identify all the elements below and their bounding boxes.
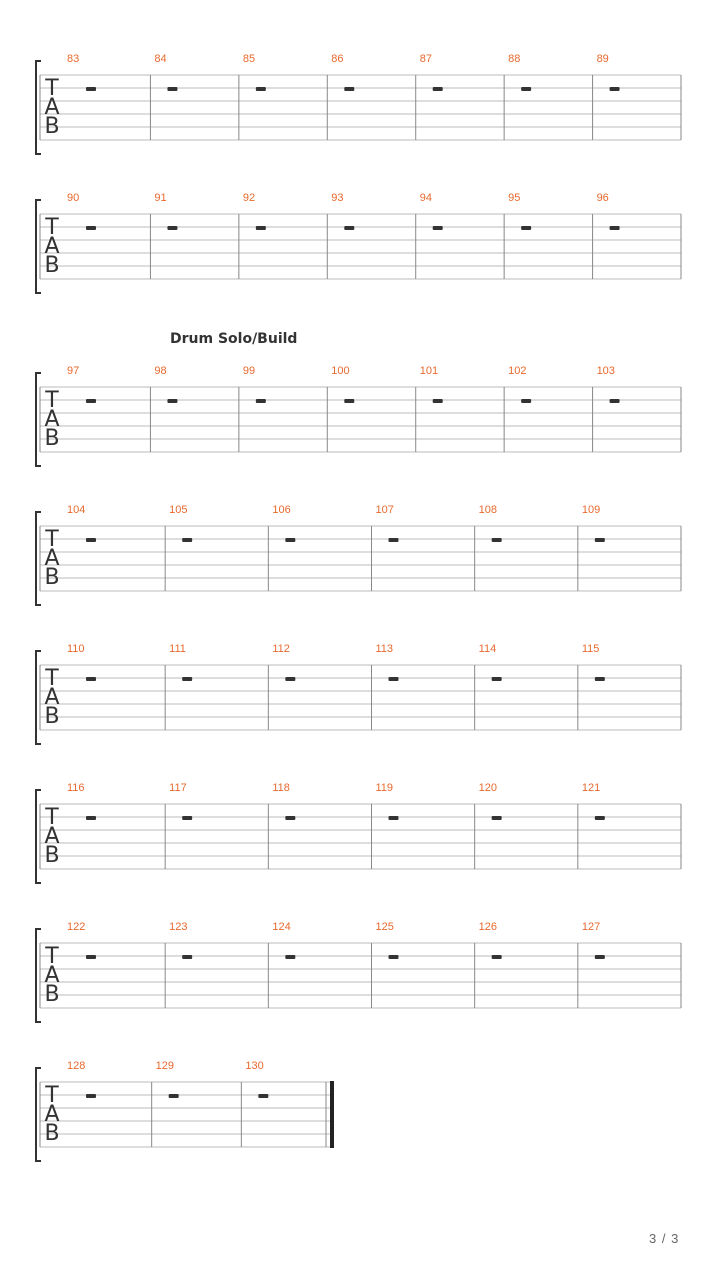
tab-clef-letter: T — [45, 527, 59, 552]
measure-number: 84 — [154, 53, 167, 65]
measure-number: 112 — [272, 643, 290, 655]
measure-number: 122 — [67, 921, 86, 933]
whole-rest-icon — [86, 87, 96, 91]
whole-rest-icon — [86, 955, 96, 959]
whole-rest-icon — [86, 1094, 96, 1098]
measure-number: 115 — [581, 643, 600, 655]
measure-number: 119 — [375, 782, 394, 794]
tab-clef-letter: B — [44, 426, 60, 451]
whole-rest-icon — [182, 955, 192, 959]
measure-number: 124 — [272, 921, 291, 933]
whole-rest-icon — [182, 816, 192, 820]
measure-number: 116 — [67, 782, 85, 794]
whole-rest-icon — [521, 87, 531, 91]
whole-rest-icon — [492, 816, 502, 820]
whole-rest-icon — [433, 87, 443, 91]
measure-number: 83 — [67, 53, 80, 65]
whole-rest-icon — [492, 538, 502, 542]
measure-number: 118 — [272, 782, 290, 794]
whole-rest-icon — [256, 399, 266, 403]
measure-number: 88 — [508, 53, 521, 65]
whole-rest-icon — [610, 399, 620, 403]
whole-rest-icon — [344, 226, 354, 230]
measure-number: 113 — [375, 643, 394, 655]
whole-rest-icon — [492, 677, 502, 681]
measure-number: 130 — [245, 1060, 264, 1072]
whole-rest-icon — [389, 538, 399, 542]
whole-rest-icon — [389, 955, 399, 959]
measure-number: 91 — [154, 192, 167, 204]
tab-clef-letter: T — [45, 666, 59, 691]
measure-number: 94 — [419, 192, 432, 204]
tab-clef-letter: A — [44, 407, 60, 432]
measure-number: 104 — [67, 504, 86, 516]
tab-clef-letter: T — [45, 944, 59, 969]
measure-number: 125 — [375, 921, 394, 933]
tab-clef-letter: A — [44, 1102, 60, 1127]
whole-rest-icon — [258, 1094, 268, 1098]
whole-rest-icon — [595, 538, 605, 542]
measure-number: 86 — [331, 53, 344, 65]
tab-clef-letter: B — [44, 1121, 60, 1146]
tab-clef-letter: T — [45, 1083, 59, 1108]
measure-number: 105 — [169, 504, 188, 516]
measure-number: 114 — [478, 643, 497, 655]
tab-clef-letter: B — [44, 565, 60, 590]
tab-clef-letter: B — [44, 114, 60, 139]
tab-clef-letter: T — [45, 76, 59, 101]
measure-number: 123 — [169, 921, 188, 933]
whole-rest-icon — [521, 399, 531, 403]
measure-number: 99 — [242, 365, 256, 377]
measure-number: 121 — [581, 782, 601, 794]
whole-rest-icon — [285, 816, 295, 820]
measure-number: 128 — [67, 1060, 86, 1072]
whole-rest-icon — [86, 677, 96, 681]
measure-number: 109 — [581, 504, 601, 516]
whole-rest-icon — [167, 226, 177, 230]
tab-clef-letter: B — [44, 982, 60, 1007]
tab-clef-letter: B — [44, 704, 60, 729]
tab-clef-letter: B — [44, 843, 60, 868]
whole-rest-icon — [167, 399, 177, 403]
measure-number: 96 — [596, 192, 609, 204]
whole-rest-icon — [86, 538, 96, 542]
whole-rest-icon — [521, 226, 531, 230]
measure-number: 107 — [375, 504, 394, 516]
whole-rest-icon — [182, 677, 192, 681]
measure-number: 101 — [419, 365, 439, 377]
whole-rest-icon — [595, 816, 605, 820]
tab-clef-letter: A — [44, 546, 60, 571]
measure-number: 127 — [581, 921, 601, 933]
measure-number: 89 — [596, 53, 609, 65]
measure-number: 85 — [242, 53, 256, 65]
measure-number: 126 — [478, 921, 498, 933]
measure-number: 87 — [419, 53, 432, 65]
whole-rest-icon — [610, 226, 620, 230]
whole-rest-icon — [344, 399, 354, 403]
measure-number: 97 — [67, 365, 80, 377]
measure-number: 111 — [169, 643, 186, 655]
measure-number: 102 — [508, 365, 527, 377]
tab-clef-letter: A — [44, 685, 60, 710]
whole-rest-icon — [285, 955, 295, 959]
whole-rest-icon — [285, 538, 295, 542]
whole-rest-icon — [595, 677, 605, 681]
whole-rest-icon — [169, 1094, 179, 1098]
whole-rest-icon — [182, 538, 192, 542]
tab-clef-letter: T — [45, 215, 59, 240]
whole-rest-icon — [389, 816, 399, 820]
measure-number: 110 — [67, 643, 85, 655]
measure-number: 117 — [169, 782, 187, 794]
whole-rest-icon — [389, 677, 399, 681]
measure-number: 95 — [508, 192, 521, 204]
whole-rest-icon — [610, 87, 620, 91]
whole-rest-icon — [256, 87, 266, 91]
whole-rest-icon — [344, 87, 354, 91]
tab-clef-letter: A — [44, 234, 60, 259]
whole-rest-icon — [595, 955, 605, 959]
tab-clef-letter: T — [45, 388, 59, 413]
whole-rest-icon — [492, 955, 502, 959]
page-number: 3 / 3 — [649, 1231, 680, 1246]
whole-rest-icon — [86, 399, 96, 403]
measure-number: 93 — [331, 192, 344, 204]
whole-rest-icon — [433, 399, 443, 403]
whole-rest-icon — [433, 226, 443, 230]
measure-number: 92 — [242, 192, 256, 204]
measure-number: 129 — [155, 1060, 175, 1072]
whole-rest-icon — [256, 226, 266, 230]
tab-clef-letter: T — [45, 805, 59, 830]
whole-rest-icon — [285, 677, 295, 681]
tab-clef-letter: A — [44, 95, 60, 120]
whole-rest-icon — [167, 87, 177, 91]
measure-number: 90 — [67, 192, 80, 204]
tab-clef-letter: A — [44, 824, 60, 849]
measure-number: 103 — [596, 365, 615, 377]
measure-number: 120 — [478, 782, 498, 794]
tab-clef-letter: A — [44, 963, 60, 988]
measure-number: 108 — [478, 504, 498, 516]
measure-number: 100 — [331, 365, 350, 377]
tab-clef-letter: B — [44, 253, 60, 278]
whole-rest-icon — [86, 816, 96, 820]
measure-number: 98 — [154, 365, 167, 377]
final-barline-thick — [330, 1081, 334, 1148]
measure-number: 106 — [272, 504, 291, 516]
whole-rest-icon — [86, 226, 96, 230]
section-annotation: Drum Solo/Build — [170, 331, 298, 347]
